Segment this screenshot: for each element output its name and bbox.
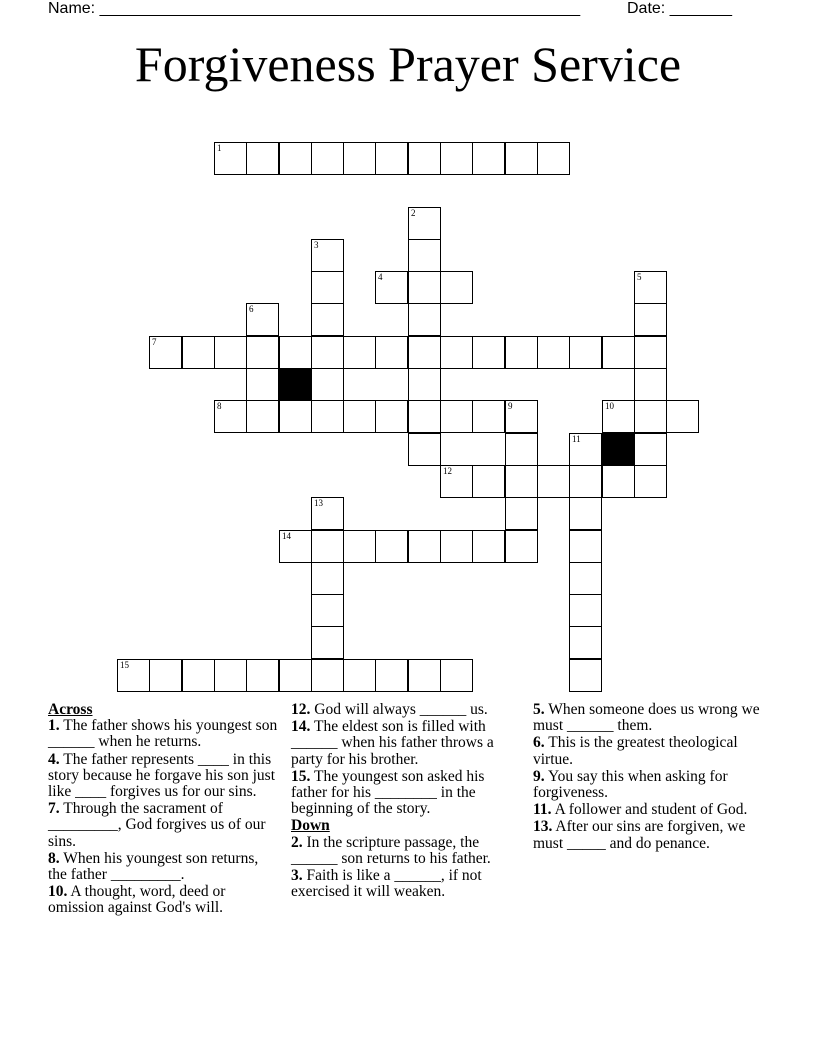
crossword-cell[interactable] [311,659,344,692]
crossword-cell[interactable] [311,271,344,304]
clue-text: After our sins are forgiven, we must _____ and do penance. [533,818,746,852]
crossword-cell[interactable] [634,271,667,304]
crossword-cell[interactable] [343,336,376,369]
crossword-cell[interactable] [343,659,376,692]
name-field-label: Name: ______________________________________________________ [48,0,581,17]
clue-number-label: 8 [217,401,222,411]
crossword-cell[interactable] [408,368,441,401]
clue-number-label: 4 [378,272,383,282]
clues-column-2 [291,702,523,901]
clue-number: 13. [533,818,553,836]
clue-number: 10. [48,883,68,901]
clue-text: In the scripture passage, the ______ son returns to his father. [291,833,491,867]
crossword-cell[interactable] [311,626,344,659]
clue-across-14 [291,719,523,768]
crossword-cell[interactable] [182,336,215,369]
crossword-cell[interactable] [149,336,182,369]
clues-column-1 [48,702,280,918]
clue-number-label: 15 [120,660,129,670]
crossword-cell[interactable] [279,530,312,563]
clue-number: 1. [48,717,60,735]
clue-across-12 [291,702,523,718]
crossword-cell[interactable] [569,626,602,659]
clue-number: 8. [48,849,60,867]
crossword-cell[interactable] [246,336,279,369]
crossword-cell[interactable] [408,400,441,433]
clue-number: 15. [291,767,311,785]
clue-down-3 [291,868,523,900]
crossword-cell[interactable] [602,465,635,498]
crossword-cell[interactable] [279,336,312,369]
clue-number-label: 12 [443,466,452,476]
crossword-cell[interactable] [602,336,635,369]
crossword-cell[interactable] [408,433,441,466]
crossword-cell[interactable] [375,271,408,304]
crossword-cell[interactable] [440,465,473,498]
crossword-cell[interactable] [472,336,505,369]
crossword-cell[interactable] [343,142,376,175]
clue-number-label: 10 [605,401,614,411]
clue-across-4 [48,752,280,801]
crossword-cell[interactable] [279,400,312,433]
crossword-cell[interactable] [311,562,344,595]
crossword-cell[interactable] [537,465,570,498]
crossword-cell[interactable] [375,400,408,433]
clue-down-11 [533,802,765,818]
clue-across-15 [291,769,523,818]
crossword-cell[interactable] [472,530,505,563]
crossword-cell[interactable] [408,530,441,563]
crossword-cell[interactable] [569,497,602,530]
down-heading: Down [291,817,330,835]
crossword-cell[interactable] [408,659,441,692]
crossword-cell[interactable] [375,530,408,563]
clue-text: The youngest son asked his father for his ________ in the beginning of the story. [291,767,485,818]
crossword-cell[interactable] [214,400,247,433]
clue-down-6 [533,735,765,767]
crossword-cell[interactable] [375,336,408,369]
crossword-cell[interactable] [246,659,279,692]
crossword-cell[interactable] [569,465,602,498]
crossword-cell[interactable] [569,433,602,466]
crossword-cell[interactable] [505,142,538,175]
crossword-cell[interactable] [634,336,667,369]
crossword-cell[interactable] [634,368,667,401]
clue-number: 14. [291,718,311,736]
page-title: Forgiveness Prayer Service [134,36,682,92]
clue-text: Through the sacrament of _________, God forgives us of our sins. [48,800,266,850]
crossword-cell[interactable] [408,336,441,369]
crossword-cell[interactable] [149,659,182,692]
crossword-cell[interactable] [408,239,441,272]
crossword-cell[interactable] [440,530,473,563]
clue-text: Faith is like a ______, if not exercised it will weaken. [291,867,482,901]
crossword-cell[interactable] [634,400,667,433]
crossword-cell[interactable] [569,562,602,595]
clue-number-label: 13 [314,498,323,508]
clue-across-8 [48,851,280,883]
crossword-cell[interactable] [505,433,538,466]
clue-number-label: 1 [217,143,222,153]
crossword-cell[interactable] [472,465,505,498]
clue-down-5 [533,702,765,734]
crossword-black-cell [279,368,312,401]
clue-text: You say this when asking for forgiveness. [533,767,728,802]
crossword-cell[interactable] [246,142,279,175]
crossword-cell[interactable] [408,142,441,175]
clue-number-label: 3 [314,240,319,250]
clue-text: The father shows his youngest son ______ when he returns. [48,717,278,751]
crossword-cell[interactable] [343,530,376,563]
clue-text: When his youngest son returns, the father _________. [48,849,259,884]
crossword-cell[interactable] [117,659,150,692]
clue-number: 5. [533,701,545,718]
clue-across-1 [48,718,280,750]
crossword-cell[interactable] [505,530,538,563]
crossword-cell[interactable] [214,659,247,692]
clue-down-2 [291,835,523,867]
crossword-cell[interactable] [311,497,344,530]
crossword-cell[interactable] [246,368,279,401]
clue-across-7 [48,801,280,850]
clue-number: 4. [48,750,60,768]
clue-number-label: 7 [152,337,157,347]
clue-text: God will always ______ us. [314,701,488,718]
crossword-cell[interactable] [279,659,312,692]
crossword-cell[interactable] [343,400,376,433]
clue-text: A follower and student of God. [554,801,748,819]
crossword-cell[interactable] [408,271,441,304]
crossword-cell[interactable] [537,336,570,369]
crossword-cell[interactable] [634,465,667,498]
crossword-cell[interactable] [246,400,279,433]
crossword-cell[interactable] [311,594,344,627]
clue-number: 6. [533,734,545,752]
clue-number: 11. [533,801,552,819]
crossword-cell[interactable] [408,207,441,240]
clues-column-3 [533,702,765,853]
date-field-label: Date: _______ [627,0,732,17]
clue-number: 3. [291,867,303,885]
crossword-cell[interactable] [569,659,602,692]
crossword-cell[interactable] [375,142,408,175]
clue-number-label: 14 [282,531,291,541]
clue-across-10 [48,884,280,916]
clue-text: This is the greatest theological virtue. [533,734,738,768]
clue-number: 7. [48,800,60,818]
crossword-cell[interactable] [440,336,473,369]
clue-number-label: 11 [572,434,581,444]
clue-text: When someone does us wrong we must ______ them. [533,701,760,735]
crossword-cell[interactable] [569,594,602,627]
crossword-cell[interactable] [311,368,344,401]
crossword-cell[interactable] [472,142,505,175]
crossword-cell[interactable] [440,271,473,304]
clue-number: 9. [533,767,545,785]
clue-number-label: 2 [411,208,416,218]
crossword-cell[interactable] [440,659,473,692]
crossword-cell[interactable] [311,239,344,272]
clue-text: A thought, word, deed or omission against God's will. [48,883,226,917]
crossword-cell[interactable] [440,400,473,433]
across-heading: Across [48,701,93,718]
crossword-cell[interactable] [311,142,344,175]
crossword-cell[interactable] [408,303,441,336]
crossword-cell[interactable] [375,659,408,692]
crossword-cell[interactable] [311,530,344,563]
crossword-cell[interactable] [505,497,538,530]
crossword-black-cell [602,433,635,466]
clue-text: The father represents ____ in this story because he forgave his son just like ____ forgives us for our sins. [48,750,275,801]
crossword-cell[interactable] [214,336,247,369]
crossword-cell[interactable] [634,433,667,466]
crossword-cell[interactable] [666,400,699,433]
crossword-cell[interactable] [505,465,538,498]
crossword-cell[interactable] [246,303,279,336]
crossword-cell[interactable] [472,400,505,433]
crossword-cell[interactable] [214,142,247,175]
clue-number: 12. [291,701,311,718]
clue-number: 2. [291,833,303,851]
crossword-cell[interactable] [311,336,344,369]
crossword-cell[interactable] [505,400,538,433]
clue-down-13 [533,819,765,851]
clue-number-label: 9 [508,401,513,411]
clue-text: The eldest son is filled with ______ when his father throws a party for his brother. [291,718,494,768]
clue-number-label: 6 [249,304,254,314]
crossword-cell[interactable] [311,303,344,336]
crossword-cell[interactable] [311,400,344,433]
crossword-cell[interactable] [537,142,570,175]
crossword-cell[interactable] [569,336,602,369]
crossword-cell[interactable] [279,142,312,175]
crossword-cell[interactable] [182,659,215,692]
crossword-cell[interactable] [634,303,667,336]
crossword-cell[interactable] [569,530,602,563]
crossword-cell[interactable] [440,142,473,175]
crossword-cell[interactable] [505,336,538,369]
clue-number-label: 5 [637,272,642,282]
crossword-cell[interactable] [602,400,635,433]
clue-down-9 [533,769,765,801]
